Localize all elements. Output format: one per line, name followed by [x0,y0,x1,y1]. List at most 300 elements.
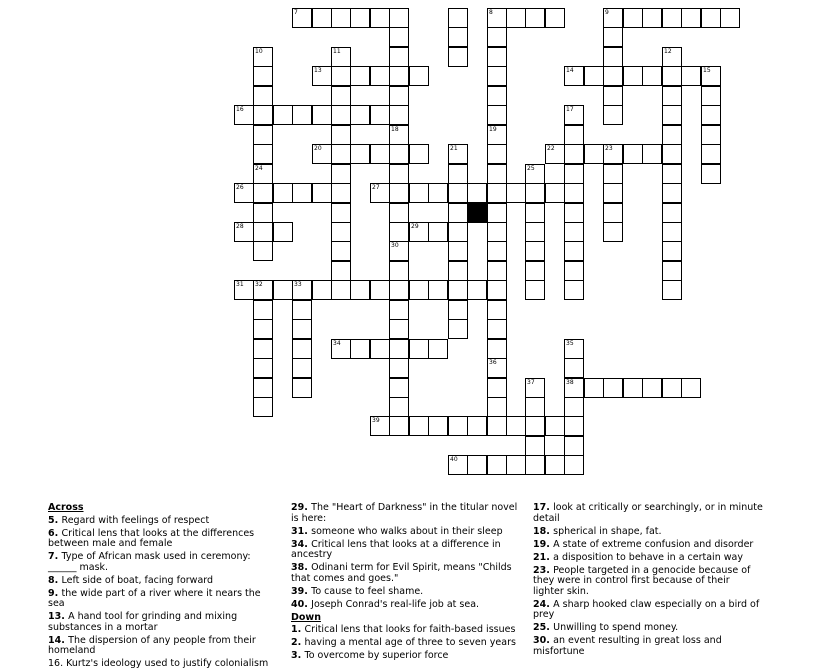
grid-cell[interactable] [253,280,273,300]
grid-cell[interactable] [525,416,545,436]
grid-cell[interactable] [487,319,507,339]
grid-cell[interactable] [331,241,351,261]
grid-cell[interactable] [487,66,507,86]
grid-cell[interactable] [525,378,545,398]
grid-cell[interactable] [292,280,312,300]
grid-cell[interactable] [253,358,273,378]
grid-cell[interactable] [234,222,254,242]
grid-cell[interactable] [448,241,468,261]
grid-cell[interactable] [525,397,545,417]
clue-item [291,587,523,598]
grid-cell[interactable] [525,241,545,261]
clue-text: Joseph Conrad's real-life job at sea. [311,598,480,610]
clue-number: 24 [255,165,263,172]
clue-text: someone who walks about in their sleep [311,525,503,537]
grid-cell[interactable] [487,455,507,475]
grid-cell[interactable] [253,164,273,184]
clue-number: 33 [294,281,302,288]
grid-cell[interactable] [603,66,623,86]
clue-number: 39 [372,417,380,424]
grid-cell[interactable] [389,378,409,398]
grid-cell[interactable] [564,203,584,223]
grid-cell[interactable] [253,86,273,106]
grid-cell[interactable] [389,105,409,125]
clue-number: 31 [236,281,244,288]
grid-cell[interactable] [564,144,584,164]
grid-cell[interactable] [662,261,682,281]
clue-text: 16. Kurtz's ideology used to justify colonialism [48,658,269,669]
clue-number: 21 [450,145,458,152]
grid-cell[interactable] [448,319,468,339]
clue-text: Odinani term for Evil Spirit, means "Childs that comes and goes." [291,562,512,584]
grid-cell[interactable] [292,183,312,203]
grid-cell[interactable] [370,280,390,300]
grid-cell[interactable] [487,397,507,417]
clue-item [48,529,270,550]
grid-cell[interactable] [292,319,312,339]
clue-text: Regard with feelings of respect [61,514,210,526]
clue-item [533,566,763,598]
grid-cell[interactable] [448,47,468,67]
grid-cell[interactable] [389,203,409,223]
grid-cell[interactable] [525,164,545,184]
grid-cell[interactable] [331,164,351,184]
grid-cell[interactable] [292,339,312,359]
clue-text: the wide part of a river where it nears the sea [48,587,261,609]
grid-cell[interactable] [448,203,468,223]
grid-cell[interactable] [389,125,409,145]
clue-number: 37 [527,379,535,386]
grid-cell[interactable] [584,66,604,86]
grid-cell[interactable] [487,280,507,300]
grid-cell[interactable] [234,280,254,300]
grid-cell[interactable] [564,183,584,203]
grid-cell[interactable] [623,66,643,86]
grid-cell[interactable] [273,183,293,203]
grid-cell[interactable] [467,280,487,300]
grid-cell[interactable] [662,86,682,106]
grid-cell[interactable] [564,261,584,281]
clue-number: 26 [236,184,244,191]
grid-cell[interactable] [331,8,351,28]
clue-text: A sharp hooked claw especially on a bird of prey [533,598,760,620]
clue-number: 30 [391,242,399,249]
grid-cell[interactable] [370,144,390,164]
clue-text: People targeted in a genocide because of they were in control first because of their lighter skin. [533,564,751,597]
grid-cell[interactable] [409,416,429,436]
grid-cell[interactable] [331,86,351,106]
grid-cell[interactable] [662,144,682,164]
grid-cell[interactable] [662,47,682,67]
grid-cell[interactable] [331,261,351,281]
grid-cell[interactable] [312,8,332,28]
grid-cell[interactable] [603,183,623,203]
grid-cell[interactable] [681,8,701,28]
grid-cell[interactable] [564,378,584,398]
grid-cell[interactable] [331,280,351,300]
grid-cell[interactable] [564,339,584,359]
clue-text: Critical lens that looks for faith-based issues [304,624,516,635]
grid-cell[interactable] [350,66,370,86]
grid-cell[interactable] [448,164,468,184]
clue-number: 11 [333,48,341,55]
clue-item [533,623,763,634]
grid-cell[interactable] [467,455,487,475]
grid-cell[interactable] [662,183,682,203]
grid-cell[interactable] [564,164,584,184]
grid-cell[interactable] [350,8,370,28]
grid-cell[interactable] [662,66,682,86]
clue-number-label: 9. [48,587,62,599]
grid-cell[interactable] [389,319,409,339]
grid-cell[interactable] [448,261,468,281]
grid-cell[interactable] [487,105,507,125]
grid-cell[interactable] [487,183,507,203]
clue-number-label: 3. [291,650,305,661]
grid-cell[interactable] [525,203,545,223]
grid-cell[interactable] [428,339,448,359]
grid-cell[interactable] [428,222,448,242]
grid-cell[interactable] [603,222,623,242]
grid-cell[interactable] [253,144,273,164]
grid-cell[interactable] [545,416,565,436]
grid-cell[interactable] [487,241,507,261]
grid-cell[interactable] [642,144,662,164]
grid-cell[interactable] [389,261,409,281]
grid-cell[interactable] [370,339,390,359]
grid-cell[interactable] [448,416,468,436]
grid-cell[interactable] [389,47,409,67]
grid-cell[interactable] [564,455,584,475]
grid-cell[interactable] [487,378,507,398]
grid-cell[interactable] [253,397,273,417]
clue-text: To overcome by superior force [304,650,449,661]
clue-number-label: 29. [291,502,312,513]
grid-cell[interactable] [487,47,507,67]
grid-cell[interactable] [681,378,701,398]
grid-cell[interactable] [409,183,429,203]
clue-number-label: 14. [48,634,69,646]
grid-cell[interactable] [253,66,273,86]
grid-cell[interactable] [720,8,740,28]
grid-cell[interactable] [701,8,721,28]
grid-cell[interactable] [370,8,390,28]
grid-cell[interactable] [662,125,682,145]
grid-cell[interactable] [642,378,662,398]
clue-text: Type of African mask used in ceremony: ______ mask. [48,551,251,573]
grid-cell[interactable] [506,455,526,475]
clue-item [533,553,763,564]
clue-number: 17 [566,106,574,113]
grid-cell[interactable] [603,144,623,164]
grid-cell[interactable] [428,416,448,436]
clue-number: 35 [566,340,574,347]
grid-cell[interactable] [253,319,273,339]
grid-cell[interactable] [584,378,604,398]
grid-cell[interactable] [292,358,312,378]
grid-cell[interactable] [292,8,312,28]
grid-cell[interactable] [389,86,409,106]
grid-cell[interactable] [506,8,526,28]
grid-cell[interactable] [545,455,565,475]
grid-cell[interactable] [701,144,721,164]
grid-cell[interactable] [487,358,507,378]
grid-cell[interactable] [487,125,507,145]
grid-cell[interactable] [487,8,507,28]
grid-cell[interactable] [331,339,351,359]
grid-cell[interactable] [350,105,370,125]
grid-cell[interactable] [448,280,468,300]
grid-cell[interactable] [487,261,507,281]
grid-cell[interactable] [545,144,565,164]
grid-cell[interactable] [409,66,429,86]
grid-cell[interactable] [603,8,623,28]
grid-cell[interactable] [312,105,332,125]
grid-cell[interactable] [292,378,312,398]
clue-number-label: 25. [533,622,554,633]
grid-cell[interactable] [564,222,584,242]
grid-cell[interactable] [409,144,429,164]
clue-number: 9 [605,9,609,16]
grid-cell[interactable] [389,144,409,164]
clue-item [48,659,270,670]
grid-cell[interactable] [506,183,526,203]
clue-number: 38 [566,379,574,386]
grid-cell[interactable] [253,300,273,320]
grid-cell[interactable] [331,183,351,203]
grid-cell[interactable] [448,144,468,164]
grid-cell[interactable] [525,455,545,475]
grid-cell[interactable] [525,436,545,456]
grid-cell[interactable] [525,261,545,281]
clue-number: 25 [527,165,535,172]
grid-cell[interactable] [253,378,273,398]
grid-cell[interactable] [389,183,409,203]
grid-cell[interactable] [701,105,721,125]
grid-cell[interactable] [370,183,390,203]
grid-cell[interactable] [428,183,448,203]
clue-number: 36 [489,359,497,366]
clue-text: Unwilling to spend money. [553,622,679,633]
grid-cell[interactable] [564,241,584,261]
clue-text: The "Heart of Darkness" in the titular novel is here: [291,502,518,524]
grid-cell[interactable] [487,164,507,184]
grid-cell[interactable] [331,125,351,145]
grid-cell[interactable] [564,358,584,378]
grid-cell[interactable] [370,66,390,86]
grid-cell[interactable] [253,105,273,125]
clue-number-label: 39. [291,585,312,597]
grid-cell[interactable] [525,8,545,28]
grid-cell[interactable] [564,66,584,86]
grid-cell[interactable] [253,47,273,67]
clue-number: 34 [333,340,341,347]
grid-cell[interactable] [331,66,351,86]
clue-item [291,600,523,611]
grid-cell[interactable] [506,416,526,436]
grid-cell[interactable] [389,222,409,242]
grid-cell[interactable] [564,436,584,456]
grid-cell[interactable] [487,144,507,164]
grid-cell[interactable] [312,183,332,203]
grid-cell[interactable] [253,203,273,223]
grid-cell[interactable] [545,183,565,203]
grid-cell[interactable] [564,397,584,417]
grid-cell[interactable] [389,358,409,378]
grid-cell[interactable] [448,8,468,28]
grid-cell[interactable] [448,222,468,242]
grid-cell[interactable] [662,203,682,223]
grid-cell[interactable] [564,280,584,300]
grid-cell[interactable] [701,86,721,106]
clue-text: A state of extreme confusion and disorder [553,538,754,550]
grid-cell[interactable] [564,416,584,436]
grid-cell[interactable] [603,164,623,184]
grid-cell[interactable] [603,86,623,106]
clue-text: A hand tool for grinding and mixing substances in a mortar [48,611,238,633]
grid-cell[interactable] [662,241,682,261]
grid-cell[interactable] [662,222,682,242]
grid-cell[interactable] [525,183,545,203]
clue-number-label: 6. [48,527,62,539]
clue-item [291,527,523,538]
clue-text: To cause to feel shame. [311,585,424,597]
grid-cell[interactable] [331,144,351,164]
grid-cell[interactable] [584,144,604,164]
grid-cell[interactable] [331,203,351,223]
grid-cell[interactable] [603,105,623,125]
grid-cell[interactable] [662,105,682,125]
clue-text: a disposition to behave in a certain way [553,551,743,563]
grid-cell[interactable] [234,105,254,125]
grid-cell[interactable] [487,300,507,320]
grid-cell[interactable] [467,183,487,203]
grid-cell[interactable] [564,105,584,125]
clues-column-3 [533,503,763,660]
grid-cell[interactable] [253,222,273,242]
grid-cell[interactable] [409,222,429,242]
grid-cell[interactable] [331,105,351,125]
grid-cell[interactable] [603,378,623,398]
clue-text: Critical lens that looks at a difference in ancestry [291,538,501,560]
clue-number-label: 23. [533,564,554,576]
grid-cell[interactable] [487,203,507,223]
grid-cell[interactable] [701,164,721,184]
grid-cell[interactable] [409,280,429,300]
grid-cell[interactable] [350,144,370,164]
grid-cell[interactable] [234,183,254,203]
grid-cell[interactable] [370,105,390,125]
grid-cell[interactable] [253,183,273,203]
grid-cell[interactable] [623,144,643,164]
grid-cell[interactable] [389,8,409,28]
grid-cell[interactable] [389,339,409,359]
grid-cell[interactable] [273,105,293,125]
grid-cell[interactable] [448,183,468,203]
clue-text: having a mental age of three to seven years [304,637,516,648]
grid-cell[interactable] [623,8,643,28]
grid-cell[interactable] [487,86,507,106]
grid-cell[interactable] [331,222,351,242]
grid-cell[interactable] [662,280,682,300]
grid-cell[interactable] [312,66,332,86]
grid-cell[interactable] [389,397,409,417]
grid-cell[interactable] [662,378,682,398]
grid-cell[interactable] [253,339,273,359]
clue-item [291,563,523,584]
clue-number: 23 [605,145,613,152]
grid-cell[interactable] [370,416,390,436]
grid-cell[interactable] [448,455,468,475]
grid-cell[interactable] [389,66,409,86]
clue-number: 18 [391,126,399,133]
clue-number: 14 [566,67,574,74]
grid-cell[interactable] [448,27,468,47]
grid-cell[interactable] [662,164,682,184]
grid-cell[interactable] [487,27,507,47]
clue-number: 13 [314,67,322,74]
clue-number: 28 [236,223,244,230]
grid-cell[interactable] [603,27,623,47]
grid-cell[interactable] [545,8,565,28]
grid-cell[interactable] [389,280,409,300]
grid-cell[interactable] [292,300,312,320]
grid-cell[interactable] [623,378,643,398]
grid-cell[interactable] [389,164,409,184]
grid-cell[interactable] [603,203,623,223]
grid-cell[interactable] [389,300,409,320]
grid-cell[interactable] [389,416,409,436]
grid-cell[interactable] [350,280,370,300]
grid-cell[interactable] [331,47,351,67]
clues-column-1 [48,503,270,672]
grid-cell[interactable] [312,144,332,164]
grid-cell[interactable] [487,416,507,436]
grid-cell[interactable] [701,125,721,145]
grid-cell[interactable] [448,300,468,320]
grid-cell[interactable] [312,280,332,300]
grid-cell[interactable] [273,222,293,242]
grid-cell[interactable] [292,105,312,125]
grid-cell[interactable] [389,27,409,47]
clue-item [48,516,270,527]
grid-cell[interactable] [662,8,682,28]
grid-cell[interactable] [642,66,662,86]
grid-cell[interactable] [701,66,721,86]
grid-cell[interactable] [253,125,273,145]
grid-cell[interactable] [487,222,507,242]
clue-item [533,636,763,657]
grid-cell[interactable] [681,66,701,86]
grid-cell[interactable] [409,339,429,359]
grid-cell[interactable] [428,280,448,300]
grid-cell[interactable] [467,416,487,436]
grid-cell[interactable] [525,222,545,242]
grid-cell[interactable] [389,241,409,261]
grid-cell[interactable] [525,280,545,300]
grid-cell[interactable] [487,339,507,359]
grid-cell[interactable] [603,47,623,67]
grid-cell[interactable] [564,125,584,145]
grid-cell[interactable] [253,241,273,261]
clue-number: 8 [489,9,493,16]
clue-item [48,636,270,657]
grid-cell[interactable] [642,8,662,28]
grid-cell[interactable] [350,339,370,359]
grid-cell[interactable] [273,280,293,300]
black-cell [467,203,487,223]
clue-item [48,576,270,587]
